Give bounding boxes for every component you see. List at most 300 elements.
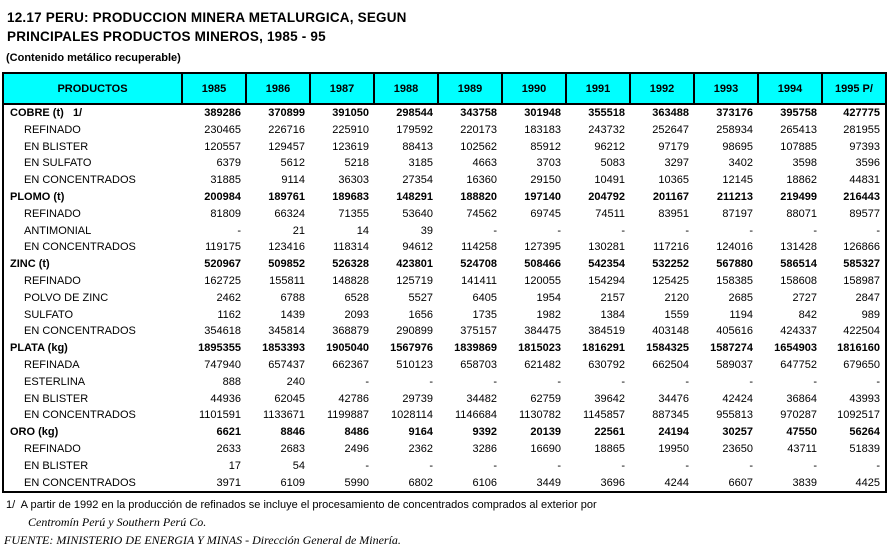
cell-value: 509852 [268,258,305,271]
cell-value: 74511 [595,207,625,220]
cell-value: 3185 [408,157,433,170]
cell-value: 1101591 [198,409,241,422]
cell-value: 1145857 [582,409,625,422]
cell-value: 5527 [408,291,433,304]
cell-value: 542354 [588,258,625,271]
cell-value: 887345 [652,409,689,422]
cell-value: 657437 [268,358,305,371]
cell-value: 131428 [780,241,817,254]
row-label: REFINADO [24,274,81,287]
cell-value: 4244 [664,476,689,489]
production-table [2,72,887,493]
page-subtitle: (Contenido metálico recuperable) [6,52,181,64]
cell-value: 219499 [780,190,817,203]
cell-value: 8486 [344,426,369,439]
cell-value: 225910 [332,123,369,136]
cell-value: 94612 [402,241,433,254]
cell-value: 97179 [658,140,689,153]
cell-value: 970287 [780,409,817,422]
cell-value: 47550 [786,426,817,439]
cell-value: 127395 [524,241,561,254]
cell-value: 20139 [530,426,561,439]
cell-value: 368879 [332,325,369,338]
row-label: REFINADO [24,442,81,455]
cell-value: 842 [798,308,817,321]
cell-value: - [429,375,433,388]
cell-value: - [621,375,625,388]
cell-value: 4425 [855,476,880,489]
cell-value: 96212 [594,140,625,153]
cell-value: 2362 [408,442,433,455]
cell-value: 24194 [658,426,689,439]
cell-value: 42786 [338,392,369,405]
cell-value: 148828 [332,274,369,287]
cell-value: 19950 [658,442,689,455]
row-label: EN CONCENTRADOS [24,174,136,187]
cell-value: 4663 [472,157,497,170]
cell-value: 119175 [205,241,241,254]
cell-value: 230465 [204,123,241,136]
cell-value: - [749,459,753,472]
table-row [3,122,886,139]
footnote-source: FUENTE: MINISTERIO DE ENERGIA Y MINAS - Dirección General de Minería. [4,533,401,548]
cell-value: 34476 [658,392,689,405]
cell-value: 6802 [408,476,433,489]
cell-value: 183183 [524,123,561,136]
cell-value: 888 [222,375,241,388]
cell-value: 51839 [849,442,880,455]
cell-value: 298544 [396,107,433,119]
cell-value: 1587274 [710,342,753,355]
cell-value: 18862 [786,174,817,187]
cell-value: 1092517 [837,409,880,422]
table-row [3,189,886,206]
cell-value: 2496 [344,442,369,455]
cell-value: 43711 [787,442,817,455]
footnotes [0,499,890,548]
table-row [3,323,886,340]
cell-value: 747940 [204,358,241,371]
cell-value: - [749,375,753,388]
table-header [3,73,886,104]
cell-value: 1133671 [262,409,305,422]
cell-value: 189683 [332,190,369,203]
row-label: EN SULFATO [24,157,92,170]
cell-value: 10491 [594,174,625,187]
table-row [3,475,886,493]
table-row [3,290,886,307]
cell-value: 120557 [204,140,241,153]
table-row [3,155,886,172]
cell-value: 1839869 [454,342,497,355]
cell-value: 98695 [722,140,753,153]
cell-value: - [557,224,561,237]
cell-value: 44831 [849,174,880,187]
cell-value: 69745 [530,207,561,220]
cell-value: 23650 [722,442,753,455]
table-row [3,139,886,156]
cell-value: - [749,224,753,237]
cell-value: 21 [292,224,305,237]
cell-value: 1028114 [390,409,433,422]
cell-value: 1194 [729,308,753,321]
cell-value: 120055 [524,274,561,287]
cell-value: 424337 [780,325,817,338]
cell-value: 117216 [653,241,689,254]
cell-value: 508466 [524,258,561,271]
cell-value: 1815023 [518,342,561,355]
row-label: EN BLISTER [24,459,89,472]
column-header-year: 1986 [246,73,310,104]
column-header-year: 1987 [310,73,374,104]
cell-value: 141411 [461,274,497,287]
cell-value: - [876,224,880,237]
cell-value: 83951 [658,207,689,220]
cell-value: 2462 [216,291,241,304]
cell-value: 1895355 [198,342,241,355]
footnote-company: Centromín Perú y Southern Perú Co. [28,515,207,530]
cell-value: 85912 [530,140,561,153]
row-label: ANTIMONIAL [24,224,92,237]
cell-value: 200984 [204,190,241,203]
cell-value: 3598 [792,157,817,170]
cell-value: 125719 [396,274,433,287]
cell-value: 43993 [849,392,880,405]
row-label: REFINADO [24,207,81,220]
table-row [3,357,886,374]
cell-value: 384519 [588,325,625,338]
cell-value: 6379 [216,157,241,170]
cell-value: 81809 [210,207,241,220]
cell-value: 265413 [780,123,817,136]
cell-value: 36303 [338,174,369,187]
row-label: REFINADA [24,358,80,371]
cell-value: 658703 [460,358,497,371]
cell-value: 1816160 [837,342,880,355]
cell-value: 422504 [843,325,880,338]
cell-value: 345814 [268,325,305,338]
cell-value: 532252 [652,258,689,271]
title-line-2: PRINCIPALES PRODUCTOS MINEROS, 1985 - 95 [7,29,326,44]
cell-value: - [365,375,369,388]
cell-value: 1982 [536,308,561,321]
cell-value: 1199887 [326,409,369,422]
cell-value: 62045 [274,392,305,405]
cell-value: 9392 [472,426,497,439]
cell-value: 240 [286,375,305,388]
cell-value: 586514 [780,258,817,271]
cell-value: 290899 [396,325,433,338]
cell-value: 427775 [843,107,880,119]
row-label: PLOMO (t) [10,190,65,203]
table-row [3,391,886,408]
cell-value: - [557,459,561,472]
cell-value: 6607 [728,476,753,489]
cell-value: 102562 [460,140,497,153]
cell-value: - [685,224,689,237]
cell-value: - [621,459,625,472]
cell-value: 384475 [524,325,561,338]
cell-value: 3402 [728,157,753,170]
cell-value: 391050 [332,107,369,119]
table-row [3,104,886,122]
cell-value: 220173 [460,123,497,136]
table-body [3,104,886,492]
cell-value: 370899 [268,107,305,119]
cell-value: 3971 [216,476,241,489]
cell-value: 395758 [780,107,817,119]
cell-value: 1853393 [262,342,305,355]
cell-value: 243732 [588,123,625,136]
cell-value: 42424 [722,392,753,405]
column-header-year: 1985 [182,73,246,104]
cell-value: 524708 [460,258,497,271]
cell-value: - [237,224,241,237]
cell-value: 114258 [461,241,497,254]
cell-value: 3696 [600,476,625,489]
table-header-row [3,73,886,104]
cell-value: 1567976 [390,342,433,355]
cell-value: 1954 [536,291,561,304]
cell-value: 89577 [849,207,880,220]
column-header-year: 1990 [502,73,566,104]
column-header-year: 1988 [374,73,438,104]
cell-value: 5083 [600,157,625,170]
cell-value: 56264 [849,426,880,439]
cell-value: 107885 [780,140,817,153]
cell-value: 123619 [332,140,369,153]
cell-value: 423801 [396,258,433,271]
cell-value: 1146684 [454,409,497,422]
cell-value: 88071 [786,207,817,220]
cell-value: 204792 [588,190,625,203]
cell-value: 71355 [338,207,369,220]
cell-value: 989 [861,308,880,321]
cell-value: 18865 [594,442,625,455]
row-label: EN CONCENTRADOS [24,476,136,489]
cell-value: 662504 [652,358,689,371]
table-row [3,256,886,273]
cell-value: - [813,375,817,388]
cell-value: 148291 [396,190,433,203]
title-line-1: 12.17 PERU: PRODUCCION MINERA METALURGICA, SEGUN [7,10,407,25]
cell-value: 154294 [588,274,625,287]
cell-value: 39642 [594,392,625,405]
column-header-year: 1995 P/ [822,73,886,104]
row-label: COBRE (t) 1/ [10,107,83,119]
cell-value: 5218 [344,157,369,170]
cell-value: 14 [356,224,369,237]
cell-value: 389286 [204,107,241,119]
cell-value: 1816291 [582,342,625,355]
row-label: EN CONCENTRADOS [24,241,136,254]
cell-value: - [876,459,880,472]
cell-value: 585327 [843,258,880,271]
cell-value: 1735 [472,308,497,321]
cell-value: 2633 [216,442,241,455]
cell-value: - [493,224,497,237]
cell-value: 12145 [722,174,753,187]
cell-value: 1439 [280,308,305,321]
cell-value: - [685,375,689,388]
cell-value: 188820 [460,190,497,203]
cell-value: 162725 [204,274,241,287]
cell-value: 510123 [396,358,433,371]
column-header-year: 1991 [566,73,630,104]
cell-value: 124016 [716,241,753,254]
table-row [3,374,886,391]
row-label: ESTERLINA [24,375,86,388]
cell-value: 1559 [664,308,689,321]
cell-value: 2727 [792,291,817,304]
cell-value: - [429,459,433,472]
table-row [3,273,886,290]
cell-value: 526328 [332,258,369,271]
cell-value: 363488 [652,107,689,119]
cell-value: 1584325 [646,342,689,355]
cell-value: 621482 [524,358,561,371]
table-row [3,441,886,458]
cell-value: 30257 [722,426,753,439]
cell-value: 355518 [588,107,625,119]
cell-value: 3297 [664,157,689,170]
row-label: ZINC (t) [10,258,50,271]
cell-value: 118314 [333,241,369,254]
cell-value: 373176 [716,107,753,119]
cell-value: - [813,459,817,472]
cell-value: 281955 [843,123,880,136]
table-row [3,239,886,256]
cell-value: 39 [420,224,433,237]
row-label: POLVO DE ZINC [24,291,109,304]
table-row [3,206,886,223]
cell-value: 1905040 [326,342,369,355]
cell-value: - [813,224,817,237]
cell-value: 31885 [210,174,241,187]
cell-value: 8846 [280,426,305,439]
cell-value: 252647 [652,123,689,136]
cell-value: 5612 [280,157,305,170]
cell-value: 126866 [843,241,880,254]
cell-value: 123416 [268,241,305,254]
cell-value: 36864 [786,392,817,405]
cell-value: 567880 [716,258,753,271]
cell-value: 88413 [402,140,433,153]
cell-value: 29150 [530,174,561,187]
cell-value: 130281 [588,241,625,254]
cell-value: 258934 [716,123,753,136]
column-header-year: 1993 [694,73,758,104]
cell-value: 647752 [780,358,817,371]
cell-value: 97393 [849,140,880,153]
cell-value: 1654903 [774,342,817,355]
cell-value: 16690 [530,442,561,455]
column-header-year: 1992 [630,73,694,104]
cell-value: 53640 [402,207,433,220]
cell-value: 2093 [344,308,369,321]
table-row [3,424,886,441]
cell-value: 6106 [472,476,497,489]
cell-value: 2120 [664,291,689,304]
row-label: PLATA (kg) [10,342,68,355]
cell-value: 10365 [658,174,689,187]
cell-value: 589037 [716,358,753,371]
cell-value: 158385 [716,274,753,287]
table-row [3,307,886,324]
cell-value: 3703 [536,157,561,170]
cell-value: - [493,375,497,388]
cell-value: - [365,459,369,472]
cell-value: 630792 [588,358,625,371]
cell-value: 1130782 [518,409,561,422]
cell-value: 34482 [466,392,497,405]
cell-value: 17 [228,459,241,472]
cell-value: 29739 [402,392,433,405]
cell-value: - [621,224,625,237]
row-label: EN BLISTER [24,140,89,153]
cell-value: 679650 [843,358,880,371]
cell-value: 403148 [652,325,689,338]
column-header-year: 1989 [438,73,502,104]
cell-value: 5990 [344,476,369,489]
cell-value: 9114 [281,174,305,187]
cell-value: 66324 [274,207,305,220]
cell-value: 216443 [843,190,880,203]
cell-value: 74562 [466,207,497,220]
cell-value: 129457 [268,140,305,153]
table-row [3,340,886,357]
cell-value: 343758 [460,107,497,119]
cell-value: 1162 [217,308,241,321]
table-row [3,407,886,424]
cell-value: 955813 [716,409,753,422]
cell-value: 2157 [600,291,625,304]
column-header-productos: PRODUCTOS [3,73,182,104]
cell-value: 6528 [344,291,369,304]
cell-value: 9164 [408,426,433,439]
row-label: SULFATO [24,308,74,321]
cell-value: 662367 [332,358,369,371]
cell-value: 16360 [466,174,497,187]
cell-value: 197140 [524,190,561,203]
cell-value: 3449 [536,476,561,489]
page-title [7,8,890,46]
cell-value: 3839 [792,476,817,489]
row-label: REFINADO [24,123,81,136]
cell-value: 3596 [855,157,880,170]
row-label: EN CONCENTRADOS [24,325,136,338]
table-row [3,172,886,189]
row-label: EN CONCENTRADOS [24,409,136,422]
cell-value: 2847 [855,291,880,304]
table-row [3,458,886,475]
cell-value: 6621 [216,426,241,439]
cell-value: 62759 [530,392,561,405]
cell-value: 189761 [268,190,305,203]
cell-value: - [876,375,880,388]
cell-value: 6788 [280,291,305,304]
cell-value: 27354 [402,174,433,187]
cell-value: 87197 [722,207,753,220]
cell-value: 6109 [280,476,305,489]
cell-value: - [685,459,689,472]
cell-value: 211213 [716,190,753,203]
footnote-1: 1/ A partir de 1992 en la producción de refinados se incluye el procesamiento de concentrados comprados al exterior por [6,499,597,512]
cell-value: 125425 [652,274,689,287]
cell-value: 1656 [408,308,433,321]
cell-value: 158608 [780,274,817,287]
cell-value: 301948 [524,107,561,119]
